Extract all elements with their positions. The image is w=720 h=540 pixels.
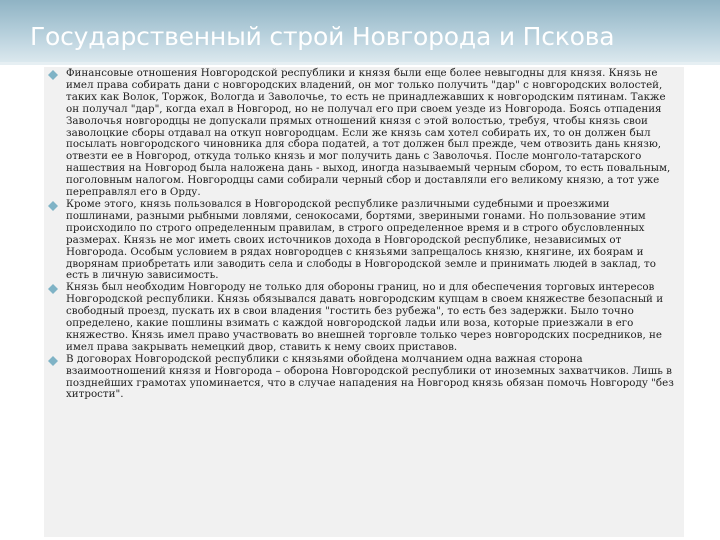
bullet-item (44, 199, 678, 282)
bullet-text: В договорах Новгородской республики с князьями обойдена молчанием одна важная сторона взаимоотношений князя и Новгорода – оборона Новгородской республики от иноземных захватчиков. Лишь в позднейших грамотах упоминается, что в случае нападения на Новгород князь обязан помочь Новгороду "без хитрости". (66, 352, 674, 401)
slide-title: Государственный строй Новгорода и Пскова (30, 22, 615, 51)
bullet-text: Кроме этого, князь пользовался в Новгородской республике различными судебными и проезжими пошлинами, разными рыбными ловлями, сенокосами, бортями, звериными гонами. Но пользование этим происходило по строго определенным правилам, в строго определенное время и в строго обусловленных размерах. Князь не мог иметь своих источников дохода в Новгородской республике, независимых от Новгорода. Особым условием в рядах новгородцев с князьями запрещалось князю, княгине, их боярам и дворянам приобретать или заводить села и слободы в Новгородской земле и принимать людей в заклад, то есть в личную зависимость. (66, 197, 656, 282)
bullet-list (44, 68, 678, 401)
bullet-text: Финансовые отношения Новгородской республики и князя были еще более невыгодны для князя. Князь не имел права собирать дани с новгородских владений, он мог только получить "дар" с новгородских волостей, таких как Волок, Торжок, Вологда и Заволочье, то есть не принадлежавших к новгородским пятинам. Также он получал "дар", когда ехал в Новгород, но не получал его при своем уезде из Новгорода. Боясь отпадения Заволочья новгородцы не допускали прямых отношений князя с этой волостью, требуя, чтобы князь свои заволоцкие сборы отдавал на откуп новгородцам. Если же князь сам хотел собирать их, то он должен был посылать новгородского чиновника для сбора податей, а тот должен был прежде, чем отвозить дань князю, отвезти ее в Новгород, откуда только князь и мог получить дань с Заволочья. После монголо-татарского нашествия на Новгород была наложена дань - выход, иногда называемый черным сбором, то есть повальным, поголовным налогом. Новгородцы сами собирали черный сбор и доставляли его великому князю, а тот уже переправлял его в Орду. (66, 67, 671, 199)
bullet-item (44, 68, 678, 199)
bullet-text: Князь был необходим Новгороду не только для обороны границ, но и для обеспечения торговых интересов Новгородской республики. Князь обязывался давать новгородским купцам в своем княжестве безопасный и свободный проезд, пускать их в свои владения "гостить без рубежа", то есть без задержки. Было точно определено, какие пошлины взимать с каждой новгородской ладьи или воза, которые приезжали в его княжество. Князь имел право участвовать во внешней торговле только через новгородских посредников, не имел права закрывать немецкий двор, ставить к нему своих приставов. (66, 281, 664, 353)
bullet-item (44, 282, 678, 353)
bullet-item (44, 354, 678, 402)
header-divider (0, 62, 720, 65)
